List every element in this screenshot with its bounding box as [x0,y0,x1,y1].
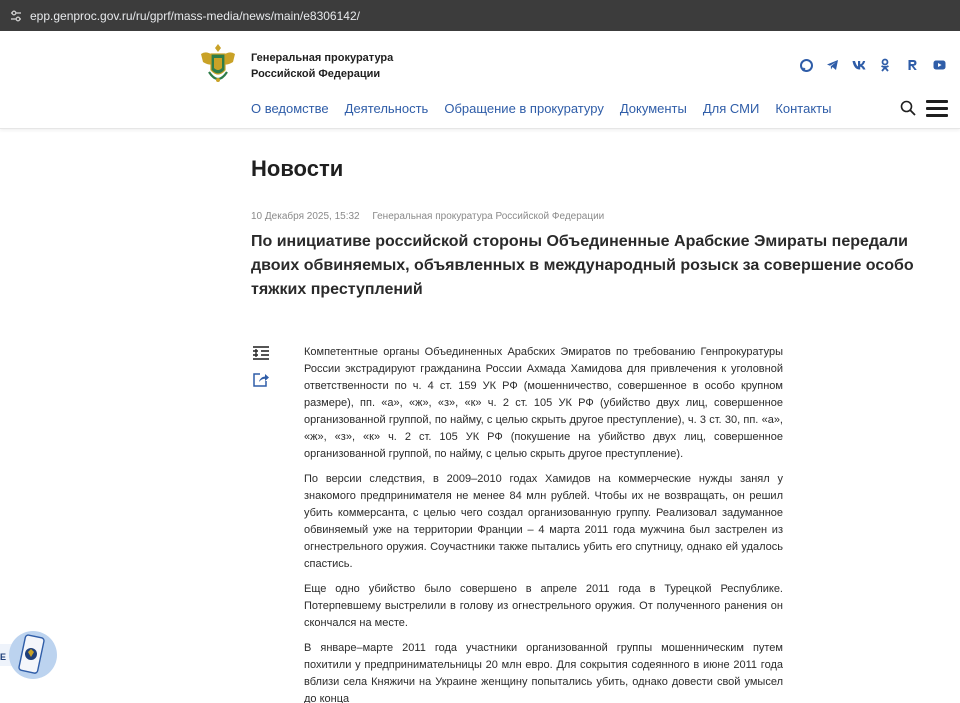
news-meta [251,211,604,222]
telegram-icon[interactable] [825,58,839,72]
article-paragraph: Компетентные органы Объединенных Арабских Эмиратов по требованию Генпрокуратуры России экстрадируют гражданина России Ахмада Хамидова для привлечения к уголовной ответственности по ч. 4 ст. 159 УК РФ (мошенничество, совершенное в особо крупном размере), пп. «а», «ж», «з», «к» ч. 2 ст. 105 УК РФ (убийство двух лиц, совершенное организованной группой, по найму, с целью скрыть другое преступление), ч. 3 ст. 30, пп. «а», «ж», «з», «к» ч. 2 ст. 105 УК РФ (покушение на убийство двух лиц, совершенное организованной группой, по найму, с целью скрыть другое преступление). [304,346,783,460]
main-nav [251,101,847,116]
org-name-line1: Генеральная прокуратура [251,52,394,64]
nav-item-contacts[interactable]: Контакты [775,101,832,116]
nav-item-appeal[interactable]: Обращение в прокуратуру [444,101,604,116]
rutube-icon[interactable] [905,58,919,72]
news-source: Генеральная прокуратура Российской Федерации [372,211,605,222]
article-body [304,344,783,703]
prosecutor-emblem-logo[interactable] [197,40,239,88]
odnoklassniki-icon[interactable] [878,58,892,72]
nav-item-about[interactable]: О ведомстве [251,101,329,116]
search-icon[interactable] [900,100,916,116]
text-version-icon[interactable] [252,345,270,361]
organization-name[interactable] [251,50,393,82]
article-paragraph: В январе–марте 2011 года участники организованной группы мошенническим путем похитили у предпринимательницы 20 млн евро. Для сокрытия содеянного в июне 2011 года вблизи села Княжичи на Украине женщину попытались убить, однако довести свой умысел до конца [304,642,783,703]
org-name-line2: Российской Федерации [251,68,381,80]
article-paragraph: Еще одно убийство было совершено в апреле 2011 года в Турецкой Республике. Потерпевшему выстрелили в голову из огнестрельного оружия. От полученного ранения он скончался на месте. [304,583,783,629]
vk-icon[interactable] [852,58,866,72]
news-headline: По инициативе российской стороны Объединенные Арабские Эмираты передали двоих обвиняемых, объявленных в международный розыск за совершение особо тяжких преступлений [251,233,914,298]
url-field[interactable]: epp.genproc.gov.ru/ru/gprf/mass-media/news/main/e8306142/ [30,9,360,23]
nav-item-media[interactable]: Для СМИ [702,101,760,116]
site-header [0,31,960,129]
site-info-icon[interactable] [9,9,23,23]
article-paragraph: По версии следствия, в 2009–2010 годах Хамидов на коммерческие нужды занял у знакомого предпринимателя не менее 84 млн рублей. Чтобы их не возвращать, он решил убить коммерсанта, с целью чего создал организованную группу. Реализовал задуманное обвиняемый уже на территории Франции – 4 марта 2011 года мужчина был застрелен из огнестрельного оружия. Соучастники также пытались убить его спутницу, однако ей удалось спастись. [304,473,783,570]
nav-item-documents[interactable]: Документы [619,101,687,116]
browser-address-bar [0,0,960,31]
mobile-app-widget[interactable] [0,630,58,680]
youtube-icon[interactable] [932,58,946,72]
share-icon[interactable] [252,371,270,387]
widget-label: E [0,652,7,662]
news-date: 10 Декабря 2025, 15:32 [251,211,360,222]
nav-item-activity[interactable]: Деятельность [344,101,429,116]
max-icon[interactable] [799,58,813,72]
hamburger-menu-icon[interactable] [926,100,948,117]
page-title: Новости [251,156,344,181]
